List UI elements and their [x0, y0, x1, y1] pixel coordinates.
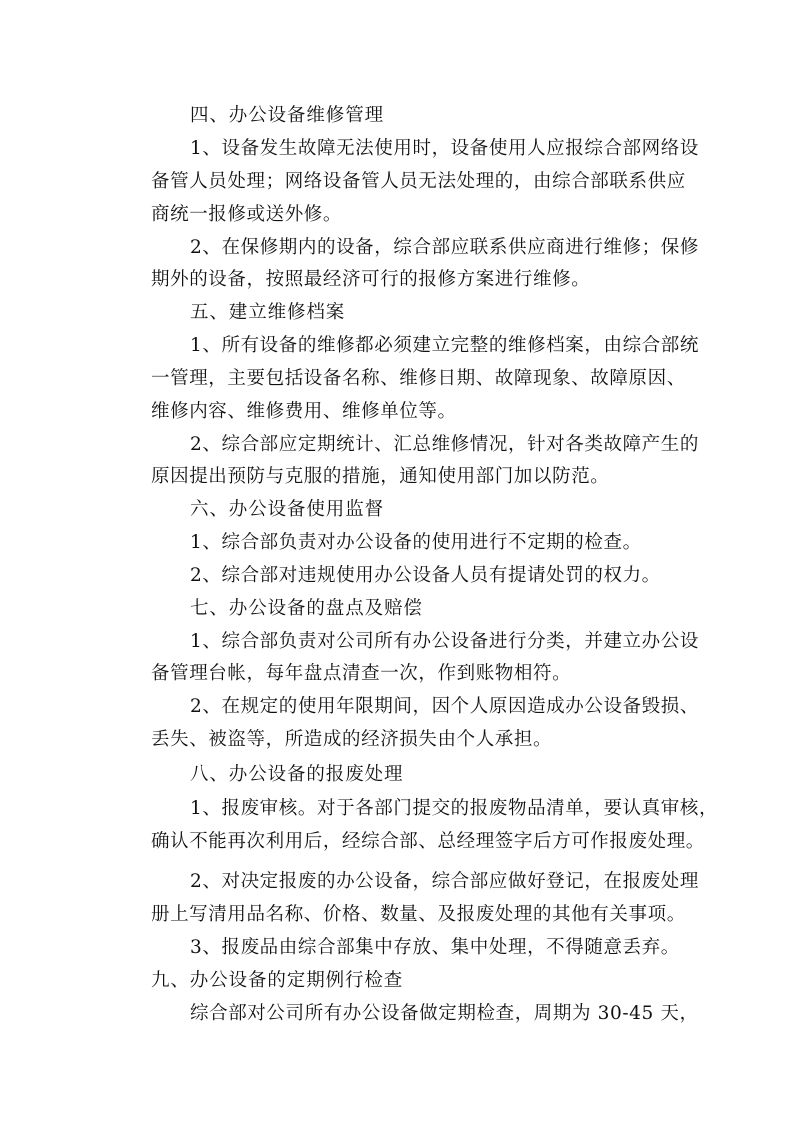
section-heading-9: 九、办公设备的定期例行检查: [151, 970, 404, 991]
paragraph-line: 原因提出预防与克服的措施，通知使用部门加以防范。: [151, 466, 610, 487]
section-heading-4: 四、办公设备维修管理: [190, 105, 385, 126]
paragraph-line: 一管理，主要包括设备名称、维修日期、故障现象、故障原因、: [151, 368, 686, 389]
section-heading-5: 五、建立维修档案: [190, 302, 346, 323]
paragraph-line: 丢失、被盗等，所造成的经济损失由个人承担。: [151, 729, 553, 750]
section-heading-7: 七、办公设备的盘点及赔偿: [190, 598, 423, 619]
paragraph-line: 1、综合部负责对办公设备的使用进行不定期的检查。: [190, 532, 642, 553]
paragraph-line: 2、综合部应定期统计、汇总维修情况，针对各类故障产生的: [190, 434, 699, 455]
paragraph-line: 综合部对公司所有办公设备做定期检查，周期为 30-45 天，: [190, 1003, 699, 1024]
paragraph-line: 确认不能再次利用后，经综合部、总经理签字后方可作报废处理。: [151, 831, 705, 852]
paragraph-line: 商统一报修或送外修。: [151, 204, 343, 225]
paragraph-line: 1、综合部负责对公司所有办公设备进行分类，并建立办公设: [190, 631, 699, 652]
paragraph-line: 2、综合部对违规使用办公设备人员有提请处罚的权力。: [190, 565, 661, 586]
section-heading-8: 八、办公设备的报废处理: [190, 764, 404, 785]
paragraph-line: 2、在规定的使用年限期间，因个人原因造成办公设备毁损、: [190, 696, 699, 717]
paragraph-line: 1、所有设备的维修都必须建立完整的维修档案，由综合部统: [190, 335, 699, 356]
paragraph-line: 期外的设备，按照最经济可行的报修方案进行维修。: [151, 269, 591, 290]
paragraph-line: 2、对决定报废的办公设备，综合部应做好登记，在报废处理: [190, 871, 699, 892]
paragraph-line: 2、在保修期内的设备，综合部应联系供应商进行维修；保修: [190, 237, 699, 258]
paragraph-line: 册上写清用品名称、价格、数量、及报废处理的其他有关事项。: [151, 904, 686, 925]
paragraph-line: 1、设备发生故障无法使用时，设备使用人应报综合部网络设: [190, 138, 699, 159]
paragraph-line: 3、报废品由综合部集中存放、集中处理，不得随意丢弃。: [190, 937, 680, 958]
paragraph-line: 备管理台帐，每年盘点清查一次，作到账物相符。: [151, 663, 572, 684]
paragraph-line: 1、报废审核。对于各部门提交的报废物品清单，要认真审核，: [190, 798, 719, 819]
paragraph-line: 维修内容、维修费用、维修单位等。: [151, 401, 457, 422]
paragraph-line: 备管人员处理；网络设备管人员无法处理的，由综合部联系供应: [151, 171, 686, 192]
section-heading-6: 六、办公设备使用监督: [190, 499, 385, 520]
